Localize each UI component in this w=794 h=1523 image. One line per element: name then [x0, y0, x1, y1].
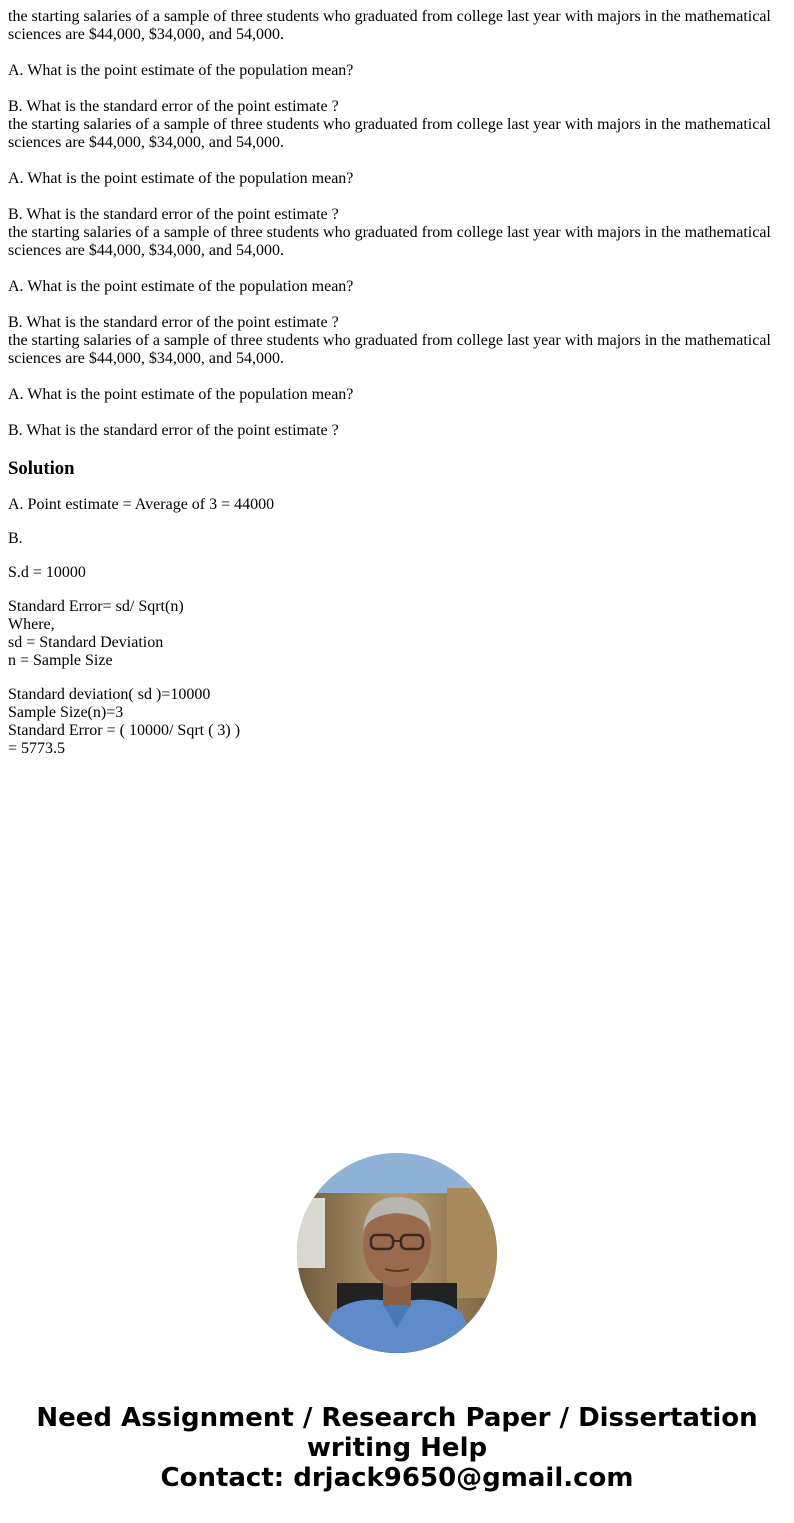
calc-line: Standard Error = ( 10000/ Sqrt ( 3) ): [8, 722, 241, 739]
question-block-2: [8, 116, 786, 224]
question-part-b: B. What is the standard error of the point estimate ?: [8, 98, 339, 115]
banner-line: writing Help: [306, 1433, 488, 1463]
question-paragraph: the starting salaries of a sample of three students who graduated from college last year with majors in the mathematical sciences are $44,000, $34,000, and 54,000.: [8, 332, 771, 367]
author-photo-area: [0, 1153, 794, 1353]
question-part-b: B. What is the standard error of the point estimate ?: [8, 206, 339, 223]
calculation-block: [8, 686, 786, 758]
answer-a: A. Point estimate = Average of 3 = 44000: [8, 496, 275, 513]
calc-line: Standard deviation( sd )=10000: [8, 686, 211, 703]
calc-result: = 5773.5: [8, 740, 66, 757]
formula-line: sd = Standard Deviation: [8, 634, 164, 651]
question-paragraph: the starting salaries of a sample of three students who graduated from college last year with majors in the mathematical sciences are $44,000, $34,000, and 54,000.: [8, 116, 771, 151]
question-paragraph: the starting salaries of a sample of three students who graduated from college last year with majors in the mathematical sciences are $44,000, $34,000, and 54,000.: [8, 8, 771, 43]
question-part-b: B. What is the standard error of the point estimate ?: [8, 422, 339, 439]
author-photo: [297, 1153, 497, 1353]
question-part-b: B. What is the standard error of the point estimate ?: [8, 314, 339, 331]
question-block-3: [8, 224, 786, 332]
calc-line: Sample Size(n)=3: [8, 704, 124, 721]
banner-line: Need Assignment / Research Paper / Dissertation: [36, 1403, 758, 1433]
question-block-4: [8, 332, 786, 440]
question-part-a: A. What is the point estimate of the population mean?: [8, 170, 354, 187]
question-block-1: [8, 8, 786, 116]
contact-banner: [0, 1403, 794, 1493]
question-part-a: A. What is the point estimate of the population mean?: [8, 278, 354, 295]
avatar: [297, 1153, 497, 1353]
document-body: [8, 8, 786, 758]
solution-body: [8, 496, 786, 758]
question-part-a: A. What is the point estimate of the population mean?: [8, 62, 354, 79]
formula-block: [8, 598, 786, 670]
question-part-a: A. What is the point estimate of the population mean?: [8, 386, 354, 403]
contact-email: Contact: drjack9650@gmail.com: [160, 1463, 634, 1493]
question-paragraph: the starting salaries of a sample of three students who graduated from college last year with majors in the mathematical sciences are $44,000, $34,000, and 54,000.: [8, 224, 771, 259]
formula-line: Where,: [8, 616, 55, 633]
sd-line: S.d = 10000: [8, 564, 86, 581]
solution-heading: Solution: [8, 458, 75, 479]
formula-line: n = Sample Size: [8, 652, 113, 669]
answer-b-label: B.: [8, 530, 23, 547]
formula-line: Standard Error= sd/ Sqrt(n): [8, 598, 184, 615]
